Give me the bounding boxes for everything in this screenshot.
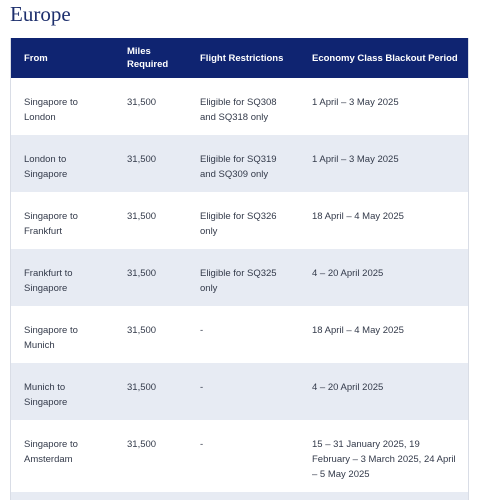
award-table-container <box>10 38 469 500</box>
table-row <box>11 420 468 492</box>
restriction-cell: - <box>200 382 204 393</box>
award-table <box>11 38 468 500</box>
route-cell: Munich to Singapore <box>24 382 68 408</box>
table-row-partial <box>11 492 468 500</box>
route-cell: Singapore to Munich <box>24 325 78 351</box>
header-blackout-period: Economy Class Blackout Period <box>312 52 458 64</box>
blackout-cell: 15 – 31 January 2025, 19 February – 3 March 2025, 24 April – 5 May 2025 <box>312 439 456 480</box>
header-from: From <box>24 52 48 64</box>
table-row <box>11 363 468 420</box>
table-row <box>11 135 468 192</box>
route-cell: Singapore to Amsterdam <box>24 439 78 465</box>
table-body <box>11 78 468 500</box>
blackout-cell: 4 – 20 April 2025 <box>312 382 384 393</box>
table-row <box>11 192 468 249</box>
miles-cell: 31,500 <box>127 439 157 450</box>
blackout-cell: 18 April – 4 May 2025 <box>312 325 404 336</box>
route-cell: Frankfurt to Singapore <box>24 268 73 294</box>
blackout-cell: 1 April – 3 May 2025 <box>312 97 399 108</box>
header-flight-restrictions: Flight Restrictions <box>200 52 284 64</box>
header-miles-required: Miles Required <box>127 46 169 70</box>
restriction-cell: - <box>200 439 204 450</box>
header-row <box>11 38 468 78</box>
blackout-cell: 18 April – 4 May 2025 <box>312 211 404 222</box>
restriction-cell: Eligible for SQ319 and SQ309 only <box>200 154 277 180</box>
route-cell: London to Singapore <box>24 154 68 180</box>
table-header <box>11 38 468 78</box>
restriction-cell: Eligible for SQ325 only <box>200 268 277 294</box>
miles-cell: 31,500 <box>127 154 157 165</box>
table-row <box>11 78 468 135</box>
route-cell: Singapore to London <box>24 97 78 123</box>
restriction-cell: Eligible for SQ326 only <box>200 211 277 237</box>
restriction-cell: - <box>200 325 204 336</box>
table-row <box>11 306 468 363</box>
miles-cell: 31,500 <box>127 97 157 108</box>
route-cell: Singapore to Frankfurt <box>24 211 78 237</box>
section-title: Europe <box>10 2 71 26</box>
blackout-cell: 1 April – 3 May 2025 <box>312 154 399 165</box>
restriction-cell: Eligible for SQ308 and SQ318 only <box>200 97 277 123</box>
miles-cell: 31,500 <box>127 211 157 222</box>
miles-cell: 31,500 <box>127 325 157 336</box>
miles-cell: 31,500 <box>127 382 157 393</box>
table-row <box>11 249 468 306</box>
blackout-cell: 4 – 20 April 2025 <box>312 268 384 279</box>
miles-cell: 31,500 <box>127 268 157 279</box>
